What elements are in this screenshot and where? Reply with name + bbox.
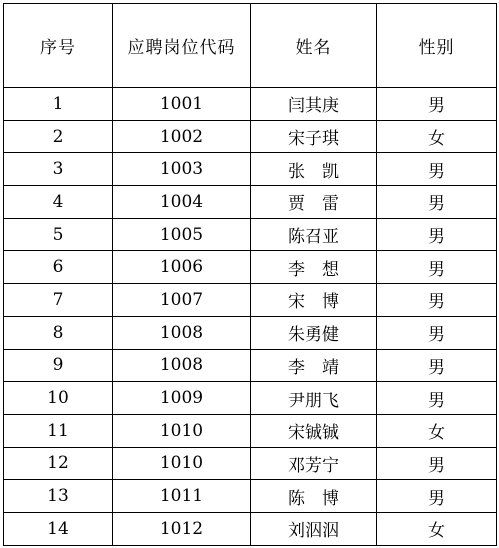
cell-name: 陈召亚 xyxy=(251,218,377,251)
cell-name: 李 靖 xyxy=(251,349,377,382)
cell-name: 贾 雷 xyxy=(251,186,377,219)
table-row xyxy=(4,251,497,284)
cell-seq: 7 xyxy=(4,284,113,317)
cell-name: 宋铖铖 xyxy=(251,414,377,447)
cell-name: 李 想 xyxy=(251,251,377,284)
cell-position-code: 1011 xyxy=(113,480,251,513)
cell-gender: 男 xyxy=(377,186,497,219)
cell-gender: 女 xyxy=(377,512,497,545)
cell-position-code: 1004 xyxy=(113,186,251,219)
cell-gender: 男 xyxy=(377,218,497,251)
cell-name: 尹朋飞 xyxy=(251,382,377,415)
cell-name: 宋 博 xyxy=(251,284,377,317)
cell-name: 邓芳宁 xyxy=(251,447,377,480)
cell-seq: 13 xyxy=(4,480,113,513)
table-row xyxy=(4,414,497,447)
cell-position-code: 1006 xyxy=(113,251,251,284)
cell-gender: 女 xyxy=(377,120,497,153)
header-position-code: 应聘岗位代码 xyxy=(113,4,251,88)
table-row xyxy=(4,512,497,545)
cell-name: 宋子琪 xyxy=(251,120,377,153)
cell-name: 朱勇健 xyxy=(251,316,377,349)
table-row xyxy=(4,153,497,186)
cell-seq: 14 xyxy=(4,512,113,545)
table-header xyxy=(4,4,497,88)
cell-name: 闫其庚 xyxy=(251,88,377,121)
cell-seq: 9 xyxy=(4,349,113,382)
table-row xyxy=(4,480,497,513)
cell-position-code: 1009 xyxy=(113,382,251,415)
cell-position-code: 1001 xyxy=(113,88,251,121)
cell-seq: 12 xyxy=(4,447,113,480)
cell-gender: 男 xyxy=(377,480,497,513)
cell-seq: 1 xyxy=(4,88,113,121)
table-row xyxy=(4,316,497,349)
cell-position-code: 1002 xyxy=(113,120,251,153)
header-row xyxy=(4,4,497,88)
table-row xyxy=(4,88,497,121)
cell-seq: 10 xyxy=(4,382,113,415)
cell-seq: 11 xyxy=(4,414,113,447)
cell-gender: 男 xyxy=(377,88,497,121)
cell-position-code: 1007 xyxy=(113,284,251,317)
cell-gender: 男 xyxy=(377,284,497,317)
table-row xyxy=(4,186,497,219)
cell-gender: 男 xyxy=(377,447,497,480)
cell-name: 陈 博 xyxy=(251,480,377,513)
cell-gender: 男 xyxy=(377,316,497,349)
table-row xyxy=(4,120,497,153)
cell-gender: 男 xyxy=(377,349,497,382)
cell-gender: 男 xyxy=(377,382,497,415)
table-row xyxy=(4,349,497,382)
table-body xyxy=(4,88,497,546)
table-row xyxy=(4,447,497,480)
cell-position-code: 1012 xyxy=(113,512,251,545)
header-name: 姓名 xyxy=(251,4,377,88)
cell-seq: 5 xyxy=(4,218,113,251)
table-row xyxy=(4,284,497,317)
cell-position-code: 1008 xyxy=(113,316,251,349)
cell-gender: 男 xyxy=(377,153,497,186)
header-seq: 序号 xyxy=(4,4,113,88)
cell-name: 刘泅泅 xyxy=(251,512,377,545)
cell-gender: 女 xyxy=(377,414,497,447)
cell-seq: 3 xyxy=(4,153,113,186)
cell-position-code: 1010 xyxy=(113,447,251,480)
cell-seq: 4 xyxy=(4,186,113,219)
cell-position-code: 1008 xyxy=(113,349,251,382)
candidate-table xyxy=(3,3,497,546)
header-gender: 性别 xyxy=(377,4,497,88)
cell-seq: 8 xyxy=(4,316,113,349)
cell-position-code: 1005 xyxy=(113,218,251,251)
cell-name: 张 凯 xyxy=(251,153,377,186)
table-row xyxy=(4,218,497,251)
cell-position-code: 1010 xyxy=(113,414,251,447)
cell-seq: 2 xyxy=(4,120,113,153)
cell-gender: 男 xyxy=(377,251,497,284)
table-row xyxy=(4,382,497,415)
cell-seq: 6 xyxy=(4,251,113,284)
cell-position-code: 1003 xyxy=(113,153,251,186)
